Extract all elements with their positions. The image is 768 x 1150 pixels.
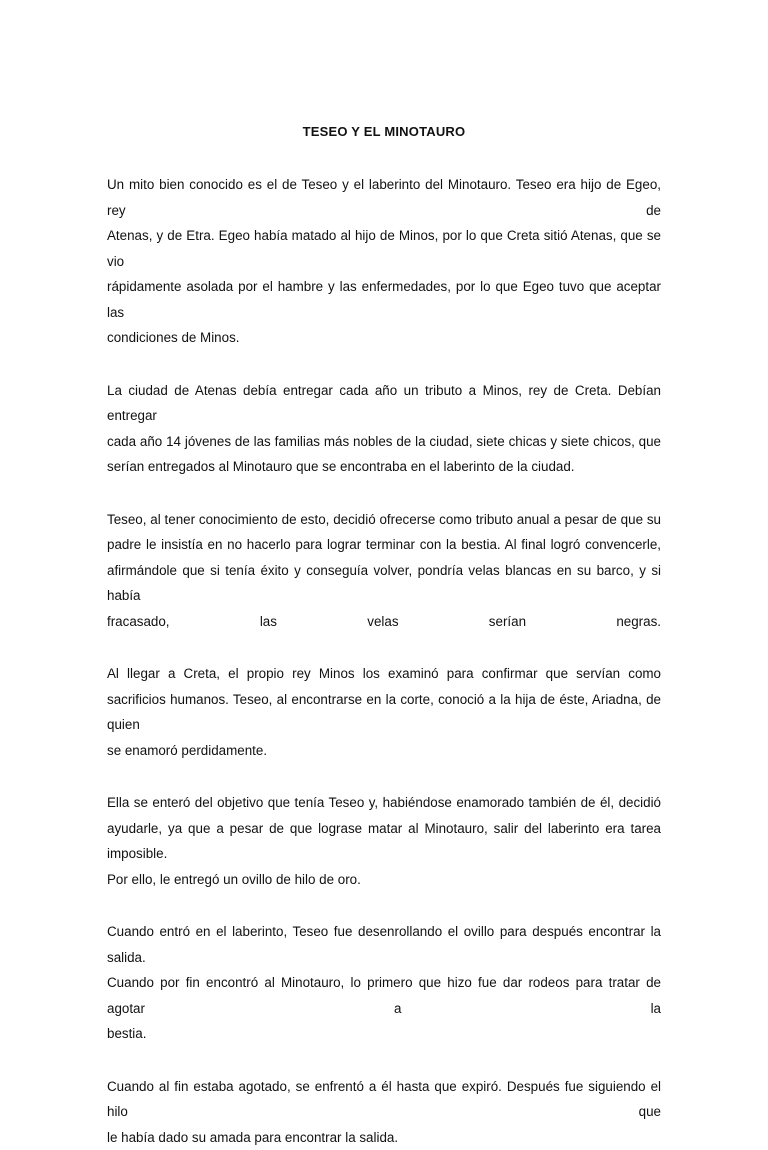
text-line: Teseo, al tener conocimiento de esto, decidió ofrecerse como tributo anual a pesar de que su xyxy=(107,507,661,533)
document-title: TESEO Y EL MINOTAURO xyxy=(0,124,768,139)
paragraph-1 xyxy=(107,172,661,351)
text-line: se enamoró perdidamente. xyxy=(107,738,661,764)
text-line: rápidamente asolada por el hambre y las enfermedades, por lo que Egeo tuvo que aceptar las xyxy=(107,274,661,325)
text-line: cada año 14 jóvenes de las familias más nobles de la ciudad, siete chicas y siete chicos, que xyxy=(107,429,661,455)
text-line: Cuando al fin estaba agotado, se enfrentó a él hasta que expiró. Después fue siguiendo el hilo que xyxy=(107,1074,661,1125)
text-line: le había dado su amada para encontrar la salida. xyxy=(107,1125,661,1150)
paragraph-3 xyxy=(107,507,661,635)
text-line: Un mito bien conocido es el de Teseo y el laberinto del Minotauro. Teseo era hijo de Egeo, rey de xyxy=(107,172,661,223)
text-line: padre le insistía en no hacerlo para lograr terminar con la bestia. Al final logró convencerle, xyxy=(107,532,661,558)
paragraph-4 xyxy=(107,661,661,763)
text-line: fracasado, las velas serían negras. xyxy=(107,609,661,635)
paragraph-2 xyxy=(107,378,661,480)
text-line: ayudarle, ya que a pesar de que lograse matar al Minotauro, salir del laberinto era tarea imposible. xyxy=(107,816,661,867)
text-line: Por ello, le entregó un ovillo de hilo de oro. xyxy=(107,867,661,893)
text-line: condiciones de Minos. xyxy=(107,325,661,351)
text-line: La ciudad de Atenas debía entregar cada año un tributo a Minos, rey de Creta. Debían entregar xyxy=(107,378,661,429)
text-line: Al llegar a Creta, el propio rey Minos los examinó para confirmar que servían como xyxy=(107,661,661,687)
text-line: Atenas, y de Etra. Egeo había matado al hijo de Minos, por lo que Creta sitió Atenas, que se vio xyxy=(107,223,661,274)
text-line: serían entregados al Minotauro que se encontraba en el laberinto de la ciudad. xyxy=(107,454,661,480)
text-line: afirmándole que si tenía éxito y conseguía volver, pondría velas blancas en su barco, y si había xyxy=(107,558,661,609)
text-line: Ella se enteró del objetivo que tenía Teseo y, habiéndose enamorado también de él, decidió xyxy=(107,790,661,816)
text-line: bestia. xyxy=(107,1021,661,1047)
document-body xyxy=(107,172,661,1150)
text-line: Cuando por fin encontró al Minotauro, lo primero que hizo fue dar rodeos para tratar de agotar a la xyxy=(107,970,661,1021)
text-line: Cuando entró en el laberinto, Teseo fue desenrollando el ovillo para después encontrar la salida. xyxy=(107,919,661,970)
paragraph-6 xyxy=(107,919,661,1047)
paragraph-5 xyxy=(107,790,661,892)
text-line: sacrificios humanos. Teseo, al encontrarse en la corte, conoció a la hija de éste, Ariadna, de quien xyxy=(107,687,661,738)
paragraph-7 xyxy=(107,1074,661,1150)
